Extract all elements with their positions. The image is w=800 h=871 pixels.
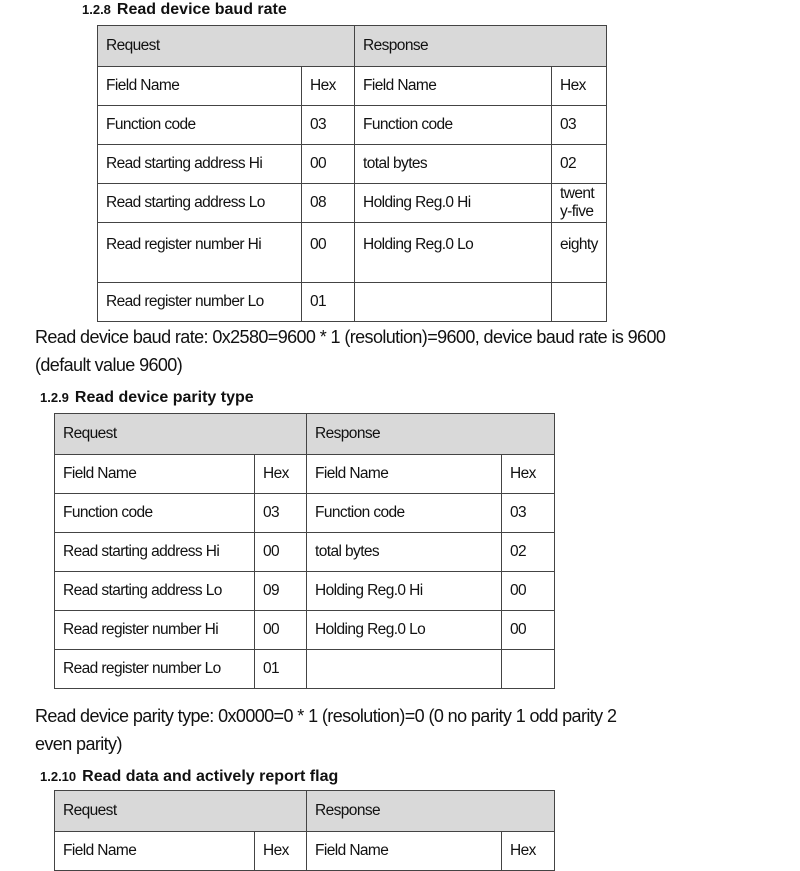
- request-hex: 00: [255, 611, 307, 650]
- response-hex: 02: [552, 145, 607, 184]
- response-field-name: Function code: [355, 106, 552, 145]
- response-hex: 02: [502, 533, 555, 572]
- request-hex: 00: [302, 145, 355, 184]
- response-field-name: total bytes: [307, 533, 502, 572]
- table-row: [55, 611, 555, 650]
- table-row: [98, 106, 607, 145]
- response-field-name: [307, 650, 502, 689]
- note-line: Read device baud rate: 0x2580=9600 * 1 (resolution)=9600, device baud rate is 9600: [35, 327, 666, 347]
- table-row: [98, 184, 607, 223]
- section-title: Read device baud rate: [116, 1, 287, 18]
- table-row: [55, 494, 555, 533]
- section-title: Read device parity type: [74, 389, 254, 406]
- response-hex: eighty: [552, 223, 607, 283]
- response-hex: 00: [502, 611, 555, 650]
- request-hex: 00: [255, 533, 307, 572]
- response-field-name: Field Name: [307, 832, 502, 871]
- note-line: Read device parity type: 0x0000=0 * 1 (resolution)=0 (0 no parity 1 odd parity 2: [35, 706, 617, 726]
- request-field-name: Read starting address Hi: [98, 145, 302, 184]
- table-row: [55, 572, 555, 611]
- request-field-name: Read starting address Hi: [55, 533, 255, 572]
- response-hex: [502, 650, 555, 689]
- request-hex: 03: [255, 494, 307, 533]
- request-header: Request: [55, 791, 307, 832]
- response-field-name: Holding Reg.0 Hi: [355, 184, 552, 223]
- request-hex: Hex: [255, 832, 307, 871]
- response-field-name: Function code: [307, 494, 502, 533]
- response-header: Response: [307, 791, 555, 832]
- response-field-name: Field Name: [307, 455, 502, 494]
- baud-rate-note: [35, 323, 665, 379]
- response-hex: Hex: [502, 832, 555, 871]
- response-field-name: Holding Reg.0 Lo: [307, 611, 502, 650]
- response-hex: [552, 283, 607, 322]
- request-field-name: Read register number Lo: [98, 283, 302, 322]
- response-hex: Hex: [502, 455, 555, 494]
- table-header-row: [55, 791, 555, 832]
- table-row: [55, 832, 555, 871]
- request-field-name: Read register number Lo: [55, 650, 255, 689]
- response-hex: 03: [502, 494, 555, 533]
- note-line: (default value 9600): [35, 355, 183, 375]
- note-line: even parity): [35, 734, 122, 754]
- parity-type-note: [35, 702, 616, 758]
- table-row: [55, 533, 555, 572]
- section-number: 1.2.8: [82, 2, 111, 17]
- report-flag-table: [54, 790, 555, 871]
- table-row: [98, 283, 607, 322]
- response-header: Response: [307, 414, 555, 455]
- section-number: 1.2.10: [40, 769, 77, 784]
- request-hex: 00: [302, 223, 355, 283]
- response-field-name: Field Name: [355, 67, 552, 106]
- request-hex: 01: [302, 283, 355, 322]
- section-heading-1-2-8: [82, 1, 287, 19]
- response-hex: twent y-five: [552, 184, 607, 223]
- request-field-name: Field Name: [55, 832, 255, 871]
- response-field-name: Holding Reg.0 Hi: [307, 572, 502, 611]
- request-field-name: Read starting address Lo: [55, 572, 255, 611]
- request-field-name: Function code: [98, 106, 302, 145]
- request-hex: Hex: [255, 455, 307, 494]
- request-header: Request: [55, 414, 307, 455]
- request-hex: 01: [255, 650, 307, 689]
- response-hex: 00: [502, 572, 555, 611]
- request-field-name: Read register number Hi: [55, 611, 255, 650]
- section-heading-1-2-9: [40, 389, 254, 407]
- table-row: [55, 650, 555, 689]
- response-field-name: total bytes: [355, 145, 552, 184]
- table-row: [98, 145, 607, 184]
- parity-type-table: [54, 413, 555, 689]
- section-number: 1.2.9: [40, 390, 69, 405]
- response-hex: Hex: [552, 67, 607, 106]
- response-header: Response: [355, 26, 607, 67]
- table-row: [55, 455, 555, 494]
- response-field-name: [355, 283, 552, 322]
- response-field-name: Holding Reg.0 Lo: [355, 223, 552, 283]
- response-hex: 03: [552, 106, 607, 145]
- request-field-name: Function code: [55, 494, 255, 533]
- table-row: [98, 223, 607, 283]
- baud-rate-table: [97, 25, 607, 322]
- request-field-name: Field Name: [55, 455, 255, 494]
- table-header-row: [55, 414, 555, 455]
- section-heading-1-2-10: [40, 768, 338, 786]
- section-title: Read data and actively report flag: [82, 768, 339, 785]
- request-hex: 08: [302, 184, 355, 223]
- request-field-name: Read register number Hi: [98, 223, 302, 283]
- request-field-name: Field Name: [98, 67, 302, 106]
- request-field-name: Read starting address Lo: [98, 184, 302, 223]
- request-hex: 09: [255, 572, 307, 611]
- request-hex: 03: [302, 106, 355, 145]
- request-hex: Hex: [302, 67, 355, 106]
- table-header-row: [98, 26, 607, 67]
- table-row: [98, 67, 607, 106]
- request-header: Request: [98, 26, 355, 67]
